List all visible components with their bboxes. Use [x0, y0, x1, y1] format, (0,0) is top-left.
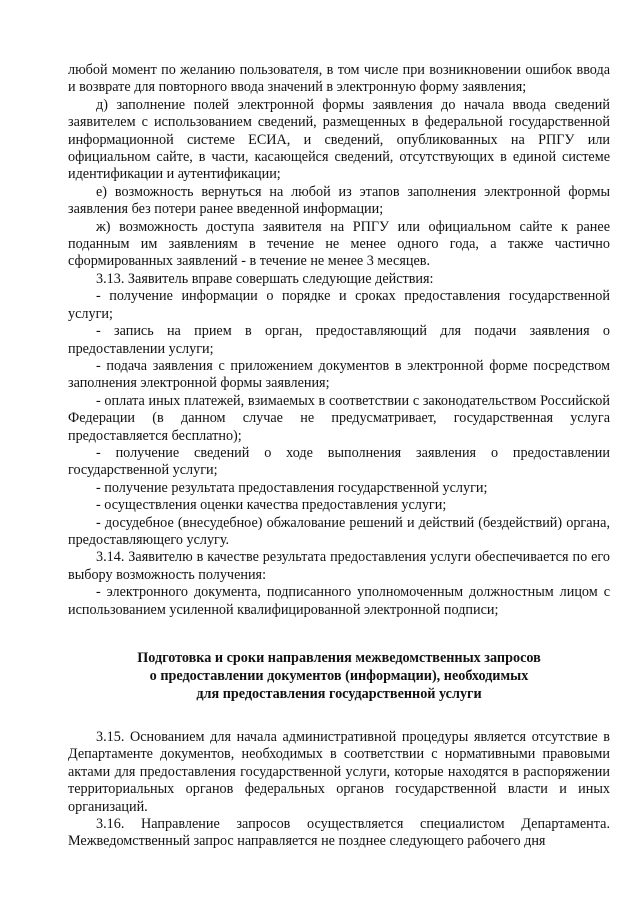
- paragraph: - получение информации о порядке и сроках предоставления государственной услуги;: [68, 288, 610, 322]
- paragraph: - получение результата предоставления государственной услуги;: [96, 479, 488, 496]
- paragraph: - электронного документа, подписанного уполномоченным должностным лицом с использованием усиленной квалифицированной электронной подписи;: [68, 584, 610, 618]
- paragraph: - досудебное (внесудебное) обжалование решений и действий (бездействий) органа, предоставляющего услугу.: [68, 514, 610, 548]
- paragraph: - получение сведений о ходе выполнения заявления о предоставлении государственной услуги;: [68, 444, 610, 479]
- paragraph: 3.13. Заявитель вправе совершать следующие действия:: [96, 270, 434, 287]
- paragraph: 3.14. Заявителю в качестве результата предоставления услуги обеспечивается по его выбору возможность получения:: [68, 549, 610, 583]
- paragraph: 3.15. Основанием для начала административной процедуры является отсутствие в Департаменте документов, необходимых в соответствии с нормативными правовыми актами для предоставления государственной услуги, которые находятся в распоряжении территориальных органов федеральных органов государственной власти и иных организаций.: [68, 729, 610, 815]
- paragraph: 3.16. Направление запросов осуществляется специалистом Департамента. Межведомственный запрос направляется не позднее следующего рабочего дня: [68, 816, 610, 850]
- section-heading: [68, 649, 610, 703]
- paragraph: - запись на прием в орган, предоставляющий для подачи заявления о предоставлении услуги;: [68, 323, 610, 357]
- top-paragraphs: [68, 62, 610, 619]
- paragraph: е) возможность вернуться на любой из этапов заполнения электронной формы заявления без потери ранее введенной информации;: [68, 183, 610, 218]
- paragraph: любой момент по желанию пользователя, в том числе при возникновении ошибок ввода и возврате для повторного ввода значений в электронную форму заявления;: [68, 62, 610, 96]
- heading-line-1: Подготовка и сроки направления межведомственных запросов: [137, 650, 541, 666]
- paragraph: - осуществления оценки качества предоставления услуги;: [96, 497, 447, 514]
- paragraph: - оплата иных платежей, взимаемых в соответствии с законодательством Российской Федерации (в данном случае не предусматривает, государственная услуга предоставляется бесплатно);: [68, 392, 610, 444]
- paragraph: д) заполнение полей электронной формы заявления до начала ввода сведений заявителем с использованием сведений, размещенных в федеральной государственной информационной системе ЕСИА, и сведений, опубликованных на РПГУ или официальном сайте, в части, касающейся сведений, отсутствующих в единой системе идентификации и аутентификации;: [68, 96, 610, 183]
- bottom-paragraphs: [68, 729, 610, 851]
- paragraph: - подача заявления с приложением документов в электронной форме посредством заполнения электронной формы заявления;: [68, 357, 610, 392]
- paragraph: ж) возможность доступа заявителя на РПГУ или официальном сайте к ранее поданным им заявлениям в течение не менее одного года, а также частично сформированных заявлений - в течение не менее 3 месяцев.: [68, 218, 610, 270]
- document-body: [68, 62, 610, 851]
- heading-line-2: о предоставлении документов (информации), необходимых: [149, 668, 529, 684]
- heading-line-3: для предоставления государственной услуги: [196, 686, 482, 702]
